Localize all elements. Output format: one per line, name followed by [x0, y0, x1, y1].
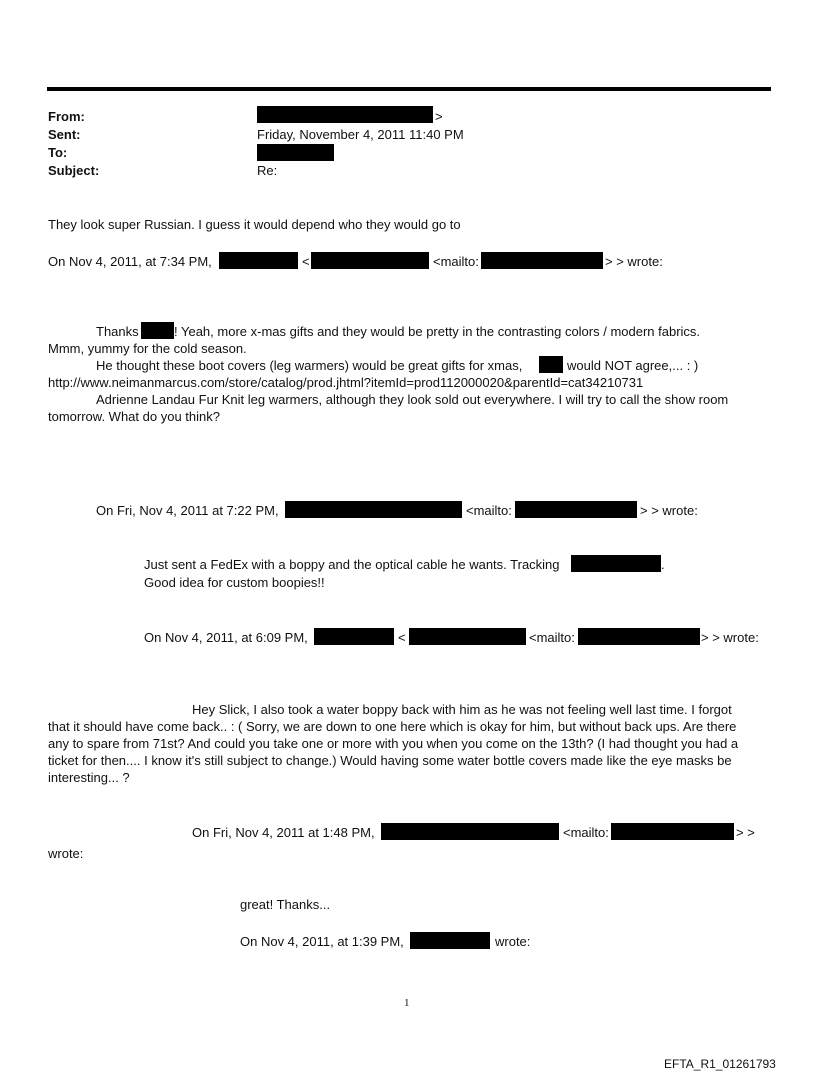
quote1-lt: < [302, 254, 310, 269]
from-suffix: > [435, 109, 443, 124]
redaction-q4-mailto [611, 823, 734, 840]
p1-c-post: would NOT agree,... : ) [567, 358, 699, 373]
redaction-p1-name [141, 322, 174, 339]
quote1-pre: On Nov 4, 2011, at 7:34 PM, [48, 254, 212, 269]
p2-b: Good idea for custom boopies!! [144, 575, 325, 590]
quote4-wrote-a: > > [736, 825, 755, 840]
p1-b: Mmm, yummy for the cold season. [48, 341, 247, 356]
sent-label: Sent: [48, 127, 81, 142]
quote4-wrote-b: wrote: [48, 846, 84, 861]
p1-url: http://www.neimanmarcus.com/store/catalog/prod.jhtml?itemId=prod112000020&parentId=cat34210731 [48, 375, 644, 390]
p4-a: great! Thanks... [240, 897, 331, 912]
p3-d: ticket for then.... I know it's still subject to change.) Would having some water bottle covers made like the eye masks be [48, 753, 732, 768]
quote1-wrote: > > wrote: [605, 254, 663, 269]
quote4-pre: On Fri, Nov 4, 2011 at 1:48 PM, [192, 825, 375, 840]
header-rule [47, 87, 771, 91]
redaction-q4-name [381, 823, 559, 840]
quote2-pre: On Fri, Nov 4, 2011 at 7:22 PM, [96, 503, 279, 518]
page-number: 1 [404, 997, 410, 1009]
redaction-q1-name [219, 252, 298, 269]
redaction-to [257, 144, 334, 161]
p3-a: Hey Slick, I also took a water boppy back with him as he was not feeling well last time. I forgot [192, 702, 732, 717]
redaction-q3-email [409, 628, 526, 645]
redaction-tracking [571, 555, 661, 572]
p2-a-post: . [661, 557, 665, 572]
p1-a-pre: Thanks [96, 324, 139, 339]
quote1-mailto: <mailto: [433, 254, 479, 269]
subject-value: Re: [257, 163, 278, 178]
redaction-from [257, 106, 433, 123]
footer-doc-id: EFTA_R1_01261793 [664, 1057, 776, 1071]
p1-c-pre: He thought these boot covers (leg warmers) would be great gifts for xmas, [96, 358, 523, 373]
redaction-q1-mailto [481, 252, 603, 269]
quote3-lt: < [398, 630, 406, 645]
body-line1: They look super Russian. I guess it would depend who they would go to [48, 217, 461, 232]
quote2-mailto: <mailto: [466, 503, 512, 518]
p1-d: Adrienne Landau Fur Knit leg warmers, although they look sold out everywhere. I will try to call the show room [96, 392, 729, 407]
redaction-q5-name [410, 932, 490, 949]
quote2-wrote: > > wrote: [640, 503, 698, 518]
quote3-mailto: <mailto: [529, 630, 575, 645]
quote4-mailto: <mailto: [563, 825, 609, 840]
p2-a-pre: Just sent a FedEx with a boppy and the optical cable he wants. Tracking [144, 557, 560, 572]
redaction-q2-name [285, 501, 462, 518]
quote3-pre: On Nov 4, 2011, at 6:09 PM, [144, 630, 308, 645]
p1-a-post: ! Yeah, more x-mas gifts and they would be pretty in the contrasting colors / modern fabrics. [174, 324, 701, 339]
redaction-q3-name [314, 628, 394, 645]
redaction-q3-mailto [578, 628, 700, 645]
p3-e: interesting... ? [48, 770, 130, 785]
quote5-wrote: wrote: [495, 934, 531, 949]
from-label: From: [48, 109, 85, 124]
redaction-q2-mailto [515, 501, 637, 518]
sent-value: Friday, November 4, 2011 11:40 PM [257, 127, 464, 142]
subject-label: Subject: [48, 163, 100, 178]
redaction-p1-person [539, 356, 563, 373]
quote5-pre: On Nov 4, 2011, at 1:39 PM, [240, 934, 404, 949]
redaction-q1-email [311, 252, 429, 269]
p1-e: tomorrow. What do you think? [48, 409, 220, 424]
to-label: To: [48, 145, 68, 160]
quote3-wrote: > > wrote: [701, 630, 759, 645]
p3-b: that it should have come back.. : ( Sorry, we are down to one here which is okay for him, but without back ups. Are there [48, 719, 737, 734]
p3-c: any to spare from 71st? And could you take one or more with you when you come on the 13th? (I had thought you had a [48, 736, 739, 751]
